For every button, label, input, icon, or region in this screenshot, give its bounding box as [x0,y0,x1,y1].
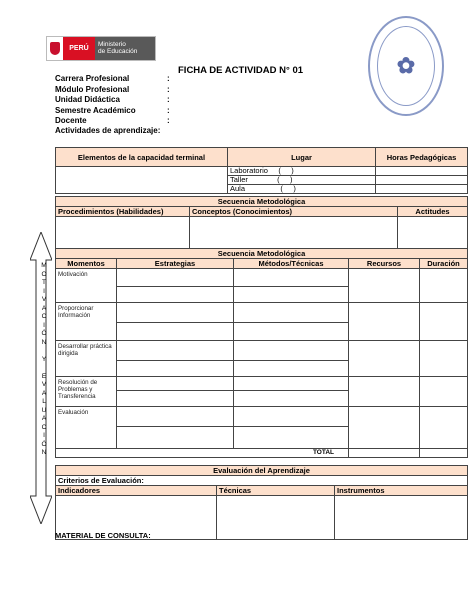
attitudes-cell[interactable] [398,217,468,250]
info-row-semester: Semestre Académico : [55,105,170,115]
total-resources-cell[interactable] [349,449,420,458]
section-title-sequence-2: Secuencia Metodológica [56,249,468,259]
strategy-cell[interactable] [117,341,234,361]
capacity-table [55,147,468,194]
duration-cell[interactable] [420,303,468,341]
concepts-cell[interactable] [190,217,398,250]
col-strategies: Estrategias [117,259,234,269]
material-label: MATERIAL DE CONSULTA: [55,531,151,540]
techniques-cell[interactable] [217,496,335,540]
moment-practice: Desarrollar práctica dirigida [56,341,117,377]
logo-ministry-text: Ministerio de Educación [95,37,155,60]
method-cell[interactable] [234,391,349,407]
resource-cell[interactable] [349,341,420,377]
moment-information: Proporcionar Información [56,303,117,341]
col-duration: Duración [420,259,468,269]
strategy-cell[interactable] [117,391,234,407]
info-row-module: Módulo Profesional : [55,84,170,94]
hours-lab[interactable] [376,167,468,176]
strategy-cell[interactable] [117,303,234,323]
hours-classroom[interactable] [376,185,468,194]
info-row-teacher: Docente : [55,116,170,125]
place-workshop[interactable]: Taller ( ) [228,176,376,185]
evaluation-table [55,465,468,540]
strategy-cell[interactable] [117,287,234,303]
resource-cell[interactable] [349,377,420,407]
instruments-cell[interactable] [335,496,468,540]
col-methods: Métodos/Técnicas [234,259,349,269]
col-resources: Recursos [349,259,420,269]
method-cell[interactable] [234,323,349,341]
moment-resolution: Resolución de Problemas y Transferencia [56,377,117,407]
moment-evaluation: Evaluación [56,407,117,449]
logo-peru-text: PERÚ [63,37,95,60]
arrow-label: M O T I V A C I Ó N Y E V A L U A C I Ó N [41,262,47,456]
ministry-logo [46,36,156,61]
method-cell[interactable] [234,341,349,361]
procedures-cell[interactable] [56,217,190,250]
strategy-cell[interactable] [117,407,234,427]
info-fields [55,74,170,127]
moment-motivation: Motivación [56,269,117,303]
col-elements: Elementos de la capacidad terminal [56,148,228,167]
method-cell[interactable] [234,361,349,377]
method-cell[interactable] [234,303,349,323]
col-procedures: Procedimientos (Habilidades) [56,207,190,217]
strategy-cell[interactable] [117,323,234,341]
col-hours: Horas Pedagógicas [376,148,468,167]
duration-cell[interactable] [420,269,468,303]
method-cell[interactable] [234,377,349,391]
method-cell[interactable] [234,269,349,287]
col-concepts: Conceptos (Conocimientos) [190,207,398,217]
page-title: FICHA DE ACTIVIDAD N° 01 [178,65,304,76]
criteria-label: Criterios de Evaluación: [56,476,468,486]
institute-seal-icon: ✿ [368,16,444,116]
shield-icon [47,37,63,60]
resource-cell[interactable] [349,269,420,303]
strategy-cell[interactable] [117,427,234,449]
strategy-cell[interactable] [117,377,234,391]
sequence-table-1 [55,196,468,250]
col-attitudes: Actitudes [398,207,468,217]
method-cell[interactable] [234,287,349,303]
method-cell[interactable] [234,407,349,427]
activities-label: Actividades de aprendizaje: [55,126,161,135]
strategy-cell[interactable] [117,269,234,287]
col-instruments: Instrumentos [335,486,468,496]
col-place: Lugar [228,148,376,167]
info-row-career: Carrera Profesional : [55,74,170,83]
method-cell[interactable] [234,427,349,449]
hours-workshop[interactable] [376,176,468,185]
total-label: TOTAL [56,449,349,458]
duration-cell[interactable] [420,377,468,407]
section-title-sequence-1: Secuencia Metodológica [56,197,468,207]
section-title-evaluation: Evaluación del Aprendizaje [56,466,468,476]
duration-cell[interactable] [420,341,468,377]
duration-cell[interactable] [420,407,468,449]
resource-cell[interactable] [349,303,420,341]
resource-cell[interactable] [349,407,420,449]
strategy-cell[interactable] [117,361,234,377]
col-indicators: Indicadores [56,486,217,496]
elements-cell[interactable] [56,167,228,194]
sequence-table-2 [55,248,468,458]
col-techniques: Técnicas [217,486,335,496]
total-duration-cell[interactable] [420,449,468,458]
col-moments: Momentos [56,259,117,269]
info-row-unit: Unidad Didáctica : [55,95,170,104]
place-lab[interactable]: Laboratorio ( ) [228,167,376,176]
place-classroom[interactable]: Aula ( ) [228,185,376,194]
